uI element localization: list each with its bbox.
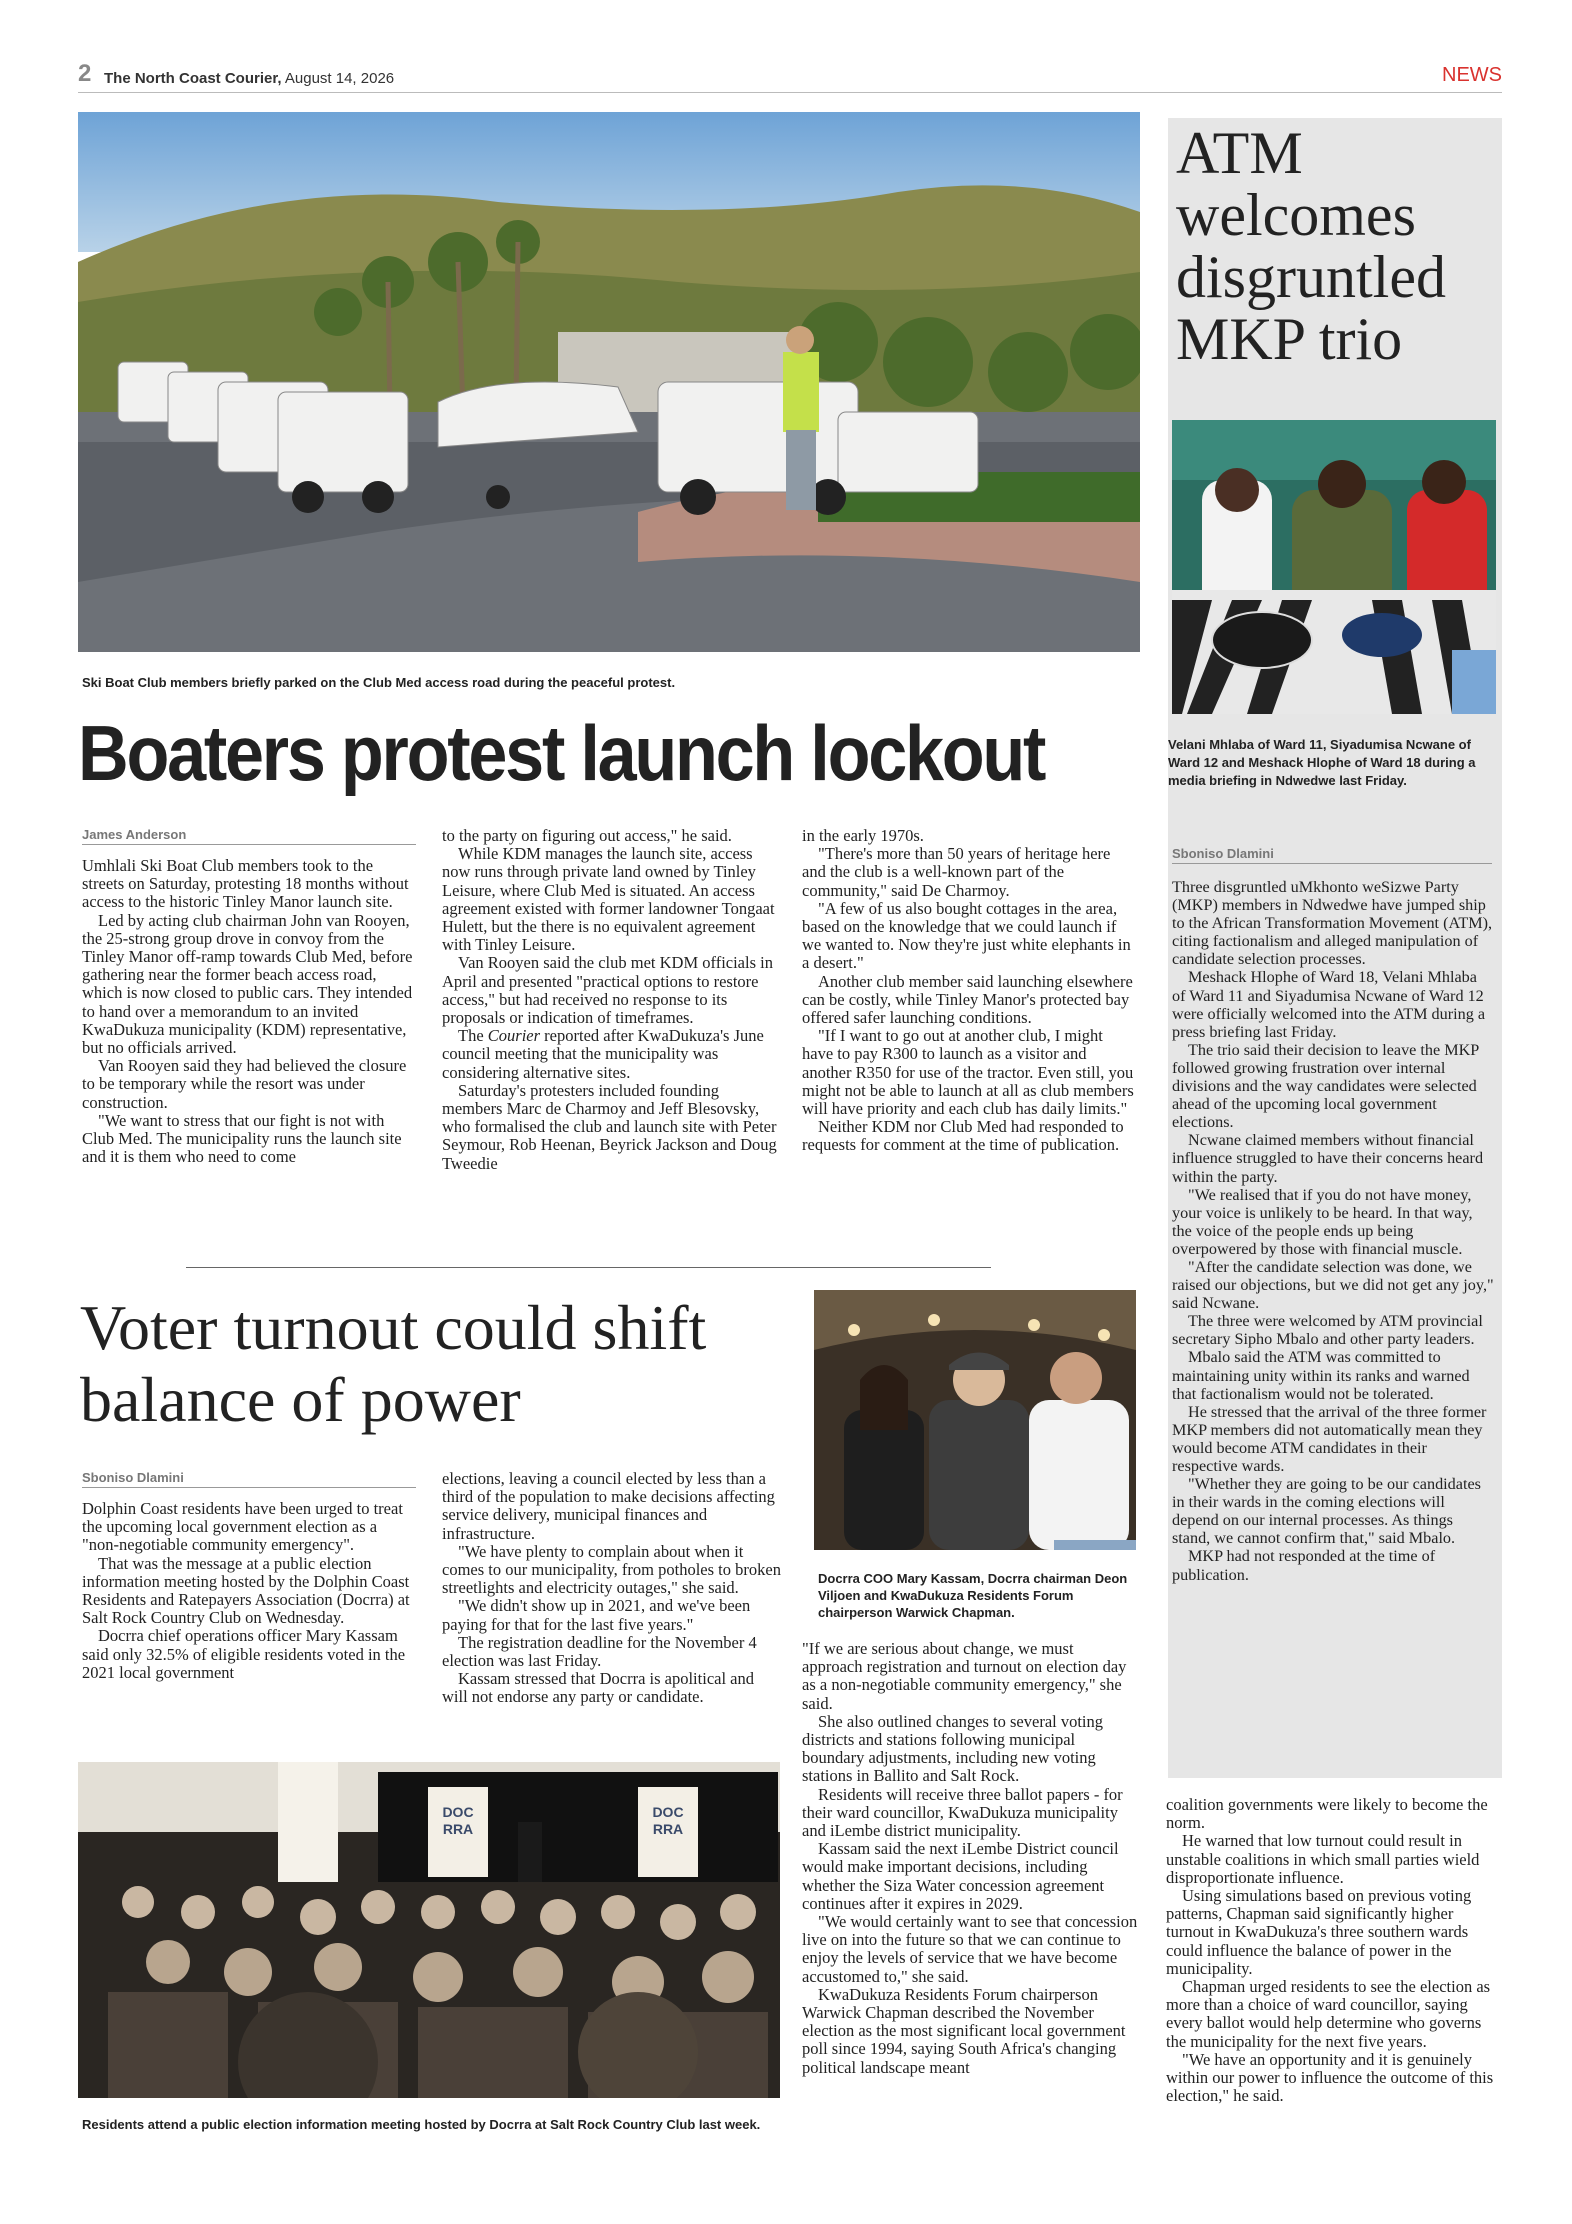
paragraph: Another club member said launching elsewhere can be costly, while Tinley Manor's protected bay offered safer launching conditions. <box>802 971 1133 1028</box>
svg-text:RRA: RRA <box>442 1821 474 1837</box>
headline-line-1: Voter turnout could shift <box>80 1292 707 1363</box>
paragraph: "There's more than 50 years of heritage here and the club is a well-known part of the community," said De Charmoy. <box>802 844 1111 900</box>
paragraph-courier <box>442 1027 778 1082</box>
text: The <box>458 1026 488 1046</box>
paragraph: Residents will receive three ballot papers - for their ward councillor, KwaDukuza municipality and iLembe district municipality. <box>802 1784 1123 1841</box>
main-column-2 <box>442 827 778 1173</box>
atm-byline: Sboniso Dlamini <box>1172 846 1492 864</box>
paragraph: Led by acting club chairman John van Rooyen, the 25-strong group drove in convoy from the Tinley Manor off-ramp towards Club Med, before gathering near the former beach access road, which is now closed to public cars. They intended to hand over a memorandum to an invited KwaDukuza municipality (KDM) representative, but no officials arrived. <box>82 910 413 1058</box>
paragraph: coalition governments were likely to become the norm. <box>1166 1795 1488 1833</box>
paragraph: The three were welcomed by ATM provincial secretary Sipho Mbalo and other party leaders. <box>1172 1312 1483 1349</box>
paragraph: "We didn't show up in 2021, and we've been paying for that for the last five years." <box>442 1596 751 1634</box>
banner-text: DOC <box>442 1804 474 1820</box>
paragraph: While KDM manages the launch site, access now runs through private land owned by Tinley Leisure, where Club Med is situated. An access agreement existed with former landowner Tongaat Hulett, but the there is no equivalent agreement with Tinley Leisure. <box>442 844 775 955</box>
headline-line-2: balance of power <box>80 1364 521 1435</box>
main-column-1 <box>82 857 418 1166</box>
paragraph: "We want to stress that our fight is not with Club Med. The municipality runs the launch site and it is them who need to come <box>82 1110 402 1167</box>
voter-headline <box>80 1292 820 1436</box>
paragraph: "We realised that if you do not have money, your voice is unlikely to be heard. In that way, the voice of the people ends up being overpowered by those with financial muscle. <box>1172 1185 1473 1258</box>
three-people-photo <box>814 1290 1136 1550</box>
atm-column <box>1172 878 1494 1584</box>
text: reported after KwaDukuza's June council meeting that the municipality was considering alternative sites. <box>442 1026 764 1082</box>
svg-text:DOC: DOC <box>652 1804 684 1820</box>
paragraph: KwaDukuza Residents Forum chairperson Warwick Chapman described the November election as the most significant local government poll since 1994, saying South Africa's changing political landscape meant <box>802 1984 1126 2077</box>
paragraph: "If we are serious about change, we must approach registration and turnout on election day as a non-negotiable community emergency," she said. <box>802 1639 1127 1713</box>
voter-column-4 <box>1166 1796 1502 2105</box>
section-label: NEWS <box>1442 64 1502 86</box>
publication-name: The North Coast Courier, <box>104 70 282 87</box>
meeting-caption: Residents attend a public election information meeting hosted by Docrra at Salt Rock Country Club last week. <box>82 2117 761 2132</box>
paragraph: "We would certainly want to see that concession live on into the future so that we can continue to enjoy the levels of service that we have become accustomed to," she said. <box>802 1912 1138 1986</box>
paragraph: Neither KDM nor Club Med had responded to requests for comment at the time of publication. <box>802 1117 1124 1155</box>
paragraph: in the early 1970s. <box>802 826 924 845</box>
publication-line <box>104 70 394 87</box>
voter-byline: Sboniso Dlamini <box>82 1470 416 1488</box>
paragraph: elections, leaving a council elected by less than a third of the population to make decisions affecting service delivery, municipal finances and infrastructure. <box>442 1469 775 1543</box>
portrait-caption: Docrra COO Mary Kassam, Docrra chairman Deon Viljoen and KwaDukuza Residents Forum chairperson Warwick Chapman. <box>818 1571 1128 1620</box>
paragraph: Ncwane claimed members without financial influence struggled to have their concerns heard within the party. <box>1172 1131 1484 1186</box>
header-rule <box>78 92 1502 93</box>
paragraph: "We have plenty to complain about when it comes to our municipality, from potholes to broken streetlights and electricity outages," she said. <box>442 1541 781 1598</box>
voter-column-3 <box>802 1640 1138 2077</box>
meeting-audience-photo <box>78 1762 780 2098</box>
paragraph: Docrra chief operations officer Mary Kassam said only 32.5% of eligible residents voted in the 2021 local government <box>82 1626 406 1682</box>
paragraph: to the party on figuring out access," he said. <box>442 826 732 845</box>
paragraph: That was the message at a public election information meeting hosted by the Dolphin Coast Residents and Ratepayers Association (Docrra) at Salt Rock Country Club on Wednesday. <box>82 1553 410 1628</box>
paragraph: The registration deadline for the November 4 election was last Friday. <box>442 1632 757 1671</box>
boats-parked-photo <box>78 112 1140 652</box>
paragraph: Chapman urged residents to see the election as more than a choice of ward councillor, saying every ballot would help determine who governs the municipality for the next five years. <box>1166 1977 1491 2051</box>
paragraph: "A few of us also bought cottages in the area, based on the knowledge that we could launch if we wanted to. Now they're just white elephants in a desert." <box>802 898 1131 973</box>
paragraph: "If I want to go out at another club, I might have to pay R300 to launch as a visitor and another R350 for use of the tractor. Even still, you might not be able to launch at all as club members will have priority and each club has daily limits." <box>802 1026 1134 1119</box>
paragraph: He warned that low turnout could result in unstable coalitions in which small parties wield disproportionate influence. <box>1166 1831 1480 1887</box>
atm-headline: ATM welcomes disgruntled MKP trio <box>1176 120 1446 372</box>
paragraph: Three disgruntled uMkhonto weSizwe Party (MKP) members in Ndwedwe have jumped ship to the African Transformation Movement (ATM), citing factionalism and alleged manipulation of candidate selection processes. <box>1172 878 1493 969</box>
svg-text:RRA: RRA <box>652 1821 684 1837</box>
paragraph: The trio said their decision to leave the MKP followed growing frustration over internal divisions and the way candidates were selected ahead of the upcoming local government elections. <box>1172 1040 1479 1132</box>
page-number: 2 <box>78 60 92 87</box>
paragraph: He stressed that the arrival of the three former MKP members did not automatically mean they would become ATM candidates in their respective wards. <box>1172 1402 1487 1475</box>
paragraph: Using simulations based on previous voting patterns, Chapman said significantly higher turnout in KwaDukuza's three southern wards could influence the balance of power in the municipality. <box>1166 1886 1472 1978</box>
paragraph: Kassam stressed that Docrra is apolitical and will not endorse any party or candidate. <box>442 1669 754 1707</box>
paragraph: Umhlali Ski Boat Club members took to the streets on Saturday, protesting 18 months without access to the historic Tinley Manor launch site. <box>82 856 409 912</box>
paragraph: Mbalo said the ATM was committed to maintaining unity within its ranks and warned that factionalism would not be tolerated. <box>1172 1348 1470 1403</box>
paragraph: She also outlined changes to several voting districts and stations following municipal boundary adjustments, including new voting stations in Ballito and Salt Rock. <box>802 1711 1104 1786</box>
main-column-3 <box>802 827 1138 1155</box>
paragraph: Kassam said the next iLembe District council would make important decisions, including whether the Siza Water concession agreement continues after it expires in 2029. <box>802 1839 1119 1913</box>
press-briefing-photo <box>1172 420 1496 714</box>
section-divider <box>186 1267 991 1268</box>
paragraph: Van Rooyen said they had believed the closure to be temporary while the resort was under construction. <box>82 1056 407 1112</box>
publication-name: Courier <box>487 1026 541 1046</box>
paragraph: Meshack Hlophe of Ward 18, Velani Mhlaba of Ward 11 and Siyadumisa Ncwane of Ward 12 were officially welcomed into the ATM during a press briefing last Friday. <box>1172 968 1486 1041</box>
voter-column-1 <box>82 1500 418 1682</box>
paragraph: "After the candidate selection was done, we raised our objections, but we did not get any joy," said Ncwane. <box>1172 1257 1494 1313</box>
paragraph: "We have an opportunity and it is genuinely within our power to influence the outcome of this election," he said. <box>1166 2049 1494 2106</box>
atm-photo-caption: Velani Mhlaba of Ward 11, Siyadumisa Ncwane of Ward 12 and Meshack Hlophe of Ward 18 during a media briefing in Ndwedwe last Friday. <box>1168 737 1476 788</box>
paragraph: MKP had not responded at the time of publication. <box>1172 1547 1436 1584</box>
main-photo-caption: Ski Boat Club members briefly parked on the Club Med access road during the peaceful protest. <box>82 675 676 690</box>
voter-column-2 <box>442 1470 782 1707</box>
paragraph: "Whether they are going to be our candidates in their wards in the coming elections will depend on our internal processes. As things stand, we cannot confirm that," said Mbalo. <box>1172 1475 1481 1548</box>
main-headline: Boaters protest launch lockout <box>78 709 1045 797</box>
paragraph: Saturday's protesters included founding members Marc de Charmoy and Jeff Blesovsky, who formalised the club and launch site with Peter Seymour, Rob Heenan, Beyrick Jackson and Doug Tweedie <box>442 1080 777 1173</box>
paragraph: Dolphin Coast residents have been urged to treat the upcoming local government election as a "non-negotiable community emergency". <box>82 1499 403 1555</box>
main-byline: James Anderson <box>82 827 416 845</box>
paragraph: Van Rooyen said the club met KDM officials in April and presented "practical options to restore access," but had received no response to its proposals or indication of timeframes. <box>442 953 773 1028</box>
publication-date: August 14, 2026 <box>284 70 395 87</box>
